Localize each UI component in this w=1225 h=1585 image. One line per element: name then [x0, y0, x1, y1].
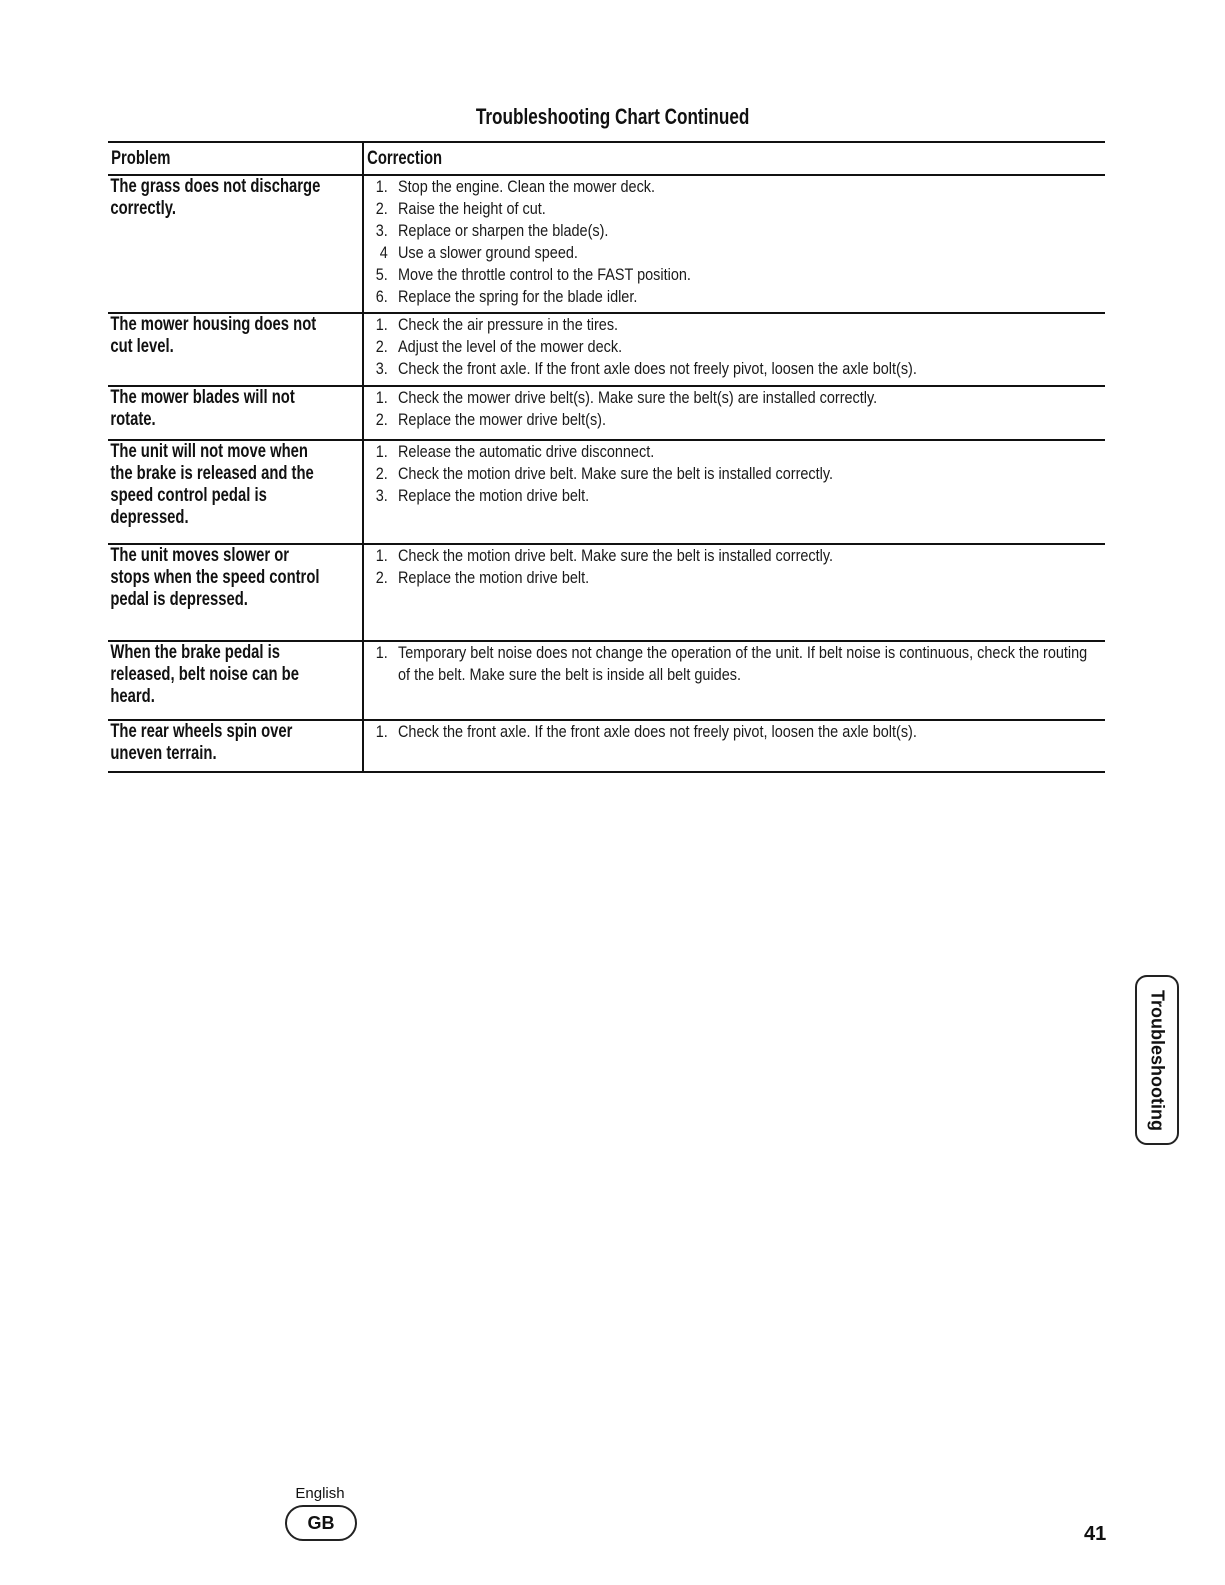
step-text: Move the throttle control to the FAST position. [398, 265, 691, 284]
problem-text-line: rotate. [110, 409, 156, 430]
step-number: 1. [375, 722, 388, 741]
step-number: 1. [375, 388, 388, 407]
correction-steps [364, 721, 1105, 743]
correction-steps [364, 642, 1105, 686]
correction-step [364, 409, 1101, 431]
problem-cell [108, 313, 363, 386]
step-number: 2. [375, 568, 388, 587]
step-number: 4 [379, 243, 388, 262]
step-number: 1. [375, 643, 388, 662]
correction-step [364, 176, 1101, 198]
problem-cell [108, 544, 363, 641]
problem-text-line: speed control pedal is [110, 485, 267, 506]
problem-cell [108, 641, 363, 720]
correction-step [364, 286, 1101, 308]
step-number: 2. [375, 199, 388, 218]
correction-step [364, 242, 1101, 264]
table-row [108, 720, 1105, 772]
problem-column-header: Problem [108, 142, 363, 175]
correction-steps [364, 441, 1105, 507]
correction-step [364, 387, 1101, 409]
problem-cell [108, 720, 363, 772]
step-number: 2. [375, 464, 388, 483]
correction-step [364, 220, 1101, 242]
step-text: Replace the spring for the blade idler. [398, 287, 638, 306]
language-badge: GB [285, 1505, 357, 1541]
step-text: Check the mower drive belt(s). Make sure the belt(s) are installed correctly. [398, 388, 878, 407]
correction-cell [363, 720, 1105, 772]
correction-step [364, 198, 1101, 220]
step-number: 1. [375, 315, 388, 334]
table-row [108, 440, 1105, 544]
page-number: 41 [1084, 1523, 1107, 1545]
step-text: Replace the mower drive belt(s). [398, 410, 607, 429]
table-row [108, 175, 1105, 313]
correction-steps [364, 387, 1105, 431]
correction-step [364, 358, 1101, 380]
correction-step [364, 642, 1101, 686]
problem-text-line: cut level. [110, 336, 174, 357]
problem-text-line: The unit moves slower or [110, 545, 290, 566]
step-text: Use a slower ground speed. [398, 243, 578, 262]
table-row [108, 386, 1105, 440]
step-text: Check the motion drive belt. Make sure the belt is installed correctly. [398, 464, 834, 483]
problem-text-line: pedal is depressed. [110, 589, 248, 610]
correction-cell [363, 544, 1105, 641]
problem-cell [108, 440, 363, 544]
page-title: Troubleshooting Chart Continued [475, 104, 750, 129]
problem-text-line: uneven terrain. [110, 743, 217, 764]
step-text: Check the front axle. If the front axle does not freely pivot, loosen the axle bolt(s). [398, 722, 917, 741]
table-header-row [108, 142, 1105, 175]
problem-text-line: depressed. [110, 507, 189, 528]
problem-text-line: The mower blades will not [110, 387, 295, 408]
table-row [108, 313, 1105, 386]
step-text: Adjust the level of the mower deck. [398, 337, 623, 356]
step-text: Raise the height of cut. [398, 199, 546, 218]
step-text: Check the front axle. If the front axle does not freely pivot, loosen the axle bolt(s). [398, 359, 917, 378]
correction-cell [363, 175, 1105, 313]
problem-text-line: The mower housing does not [110, 314, 317, 335]
step-number: 2. [375, 410, 388, 429]
correction-cell [363, 440, 1105, 544]
correction-step [364, 336, 1101, 358]
step-number: 1. [375, 442, 388, 461]
problem-text-line: When the brake pedal is [110, 642, 280, 663]
problem-text-line: The grass does not discharge [110, 176, 321, 197]
correction-column-header: Correction [363, 142, 1105, 175]
correction-cell [363, 313, 1105, 386]
step-number: 5. [375, 265, 388, 284]
table-row [108, 544, 1105, 641]
correction-cell [363, 641, 1105, 720]
step-text: Replace the motion drive belt. [398, 486, 590, 505]
step-text: Stop the engine. Clean the mower deck. [398, 177, 656, 196]
correction-step [364, 441, 1101, 463]
step-number: 3. [375, 486, 388, 505]
step-number: 1. [375, 177, 388, 196]
step-text: Temporary belt noise does not change the operation of the unit. If belt noise is continuous, check the routing of the belt. Make sure the belt is inside all belt guides. [398, 643, 1088, 684]
correction-step [364, 485, 1101, 507]
step-number: 3. [375, 359, 388, 378]
problem-text-line: correctly. [110, 198, 176, 219]
correction-step [364, 463, 1101, 485]
problem-text-line: the brake is released and the [110, 463, 314, 484]
problem-cell [108, 175, 363, 313]
correction-step [364, 264, 1101, 286]
correction-step [364, 314, 1101, 336]
step-text: Check the air pressure in the tires. [398, 315, 619, 334]
step-number: 6. [375, 287, 388, 306]
problem-text-line: The unit will not move when [110, 441, 308, 462]
troubleshooting-table [108, 141, 1105, 773]
table-row [108, 641, 1105, 720]
language-label: English [295, 1485, 345, 1502]
problem-text-line: heard. [110, 686, 155, 707]
step-text: Replace or sharpen the blade(s). [398, 221, 609, 240]
problem-text-line: released, belt noise can be [110, 664, 299, 685]
step-text: Check the motion drive belt. Make sure the belt is installed correctly. [398, 546, 834, 565]
correction-step [364, 545, 1101, 567]
section-tab [1135, 975, 1179, 1145]
problem-text-line: The rear wheels spin over [110, 721, 293, 742]
correction-steps [364, 176, 1105, 308]
step-number: 1. [375, 546, 388, 565]
step-text: Release the automatic drive disconnect. [398, 442, 655, 461]
step-number: 3. [375, 221, 388, 240]
correction-cell [363, 386, 1105, 440]
correction-step [364, 567, 1101, 589]
problem-cell [108, 386, 363, 440]
correction-step [364, 721, 1101, 743]
step-text: Replace the motion drive belt. [398, 568, 590, 587]
step-number: 2. [375, 337, 388, 356]
problem-text-line: stops when the speed control [110, 567, 320, 588]
correction-steps [364, 545, 1105, 589]
correction-steps [364, 314, 1105, 380]
section-tab-label: Troubleshooting [1147, 989, 1168, 1131]
